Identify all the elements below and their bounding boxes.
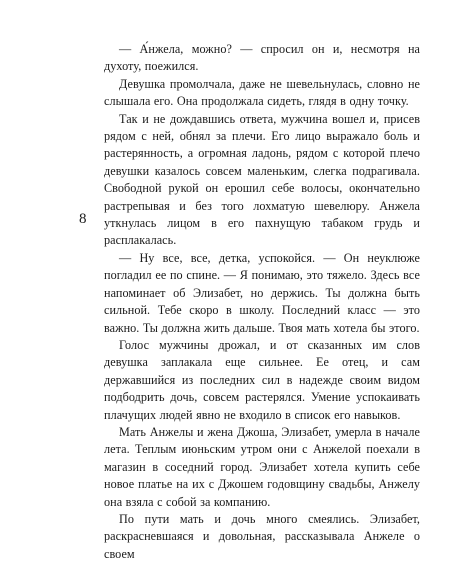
page-body [104, 41, 420, 563]
paragraph: Голос мужчины дрожал, и от сказанных им слов девушка заплакала еще сильнее. Ее отец, и сам державшийся из последних сил в надежде своим видом подбодрить дочь, совсем растерялся. Умение успокаивать плачущих людей явно не входило в список его навыков. [104, 337, 420, 422]
page-number: 8 [79, 211, 87, 227]
paragraph: Девушка промолчала, даже не шевельнулась, словно не слышала его. Она продолжала сидеть, глядя в одну точку. [104, 76, 420, 109]
paragraph: Мать Анжелы и жена Джоша, Элизабет, умерла в начале лета. Теплым июньским утром они с Анжелой поехали в магазин в соседний город. Элизабет хотела купить себе новое платье на их с Джошем годовщину свадьбы, Анжелу она взяла с собой за компанию. [104, 424, 420, 509]
paragraph: Так и не дождавшись ответа, мужчина вошел и, присев рядом с ней, обнял за плечи. Его лицо выражало боль и растерянность, а огромная ладонь, рядом с которой плечо девушки казалось совсем маленьким, слегка подрагивала. Свободной рукой он ерошил себе волосы, окончательно растрепывая и без того лохматую шевелюру. Анжела уткнулась лицом в его пахнущую табаком грудь и расплакалась. [104, 111, 420, 248]
paragraph: — Ну все, все, детка, успокойся. — Он неуклюже погладил ее по спине. — Я понимаю, это тяжело. Здесь все напоминает об Элизабет, но держись. Ты должна быть сильной. Тебе скоро в школу. Последний класс — это важно. Ты должна жить дальше. Твоя мать хотела бы этого. [104, 250, 420, 335]
paragraph: По пути мать и дочь много смеялись. Элизабет, раскрасневшаяся и довольная, рассказывала Анжеле о своем [104, 511, 420, 561]
paragraph: — А́нжела, можно? — спросил он и, несмотря на духоту, поежился. [104, 42, 420, 74]
